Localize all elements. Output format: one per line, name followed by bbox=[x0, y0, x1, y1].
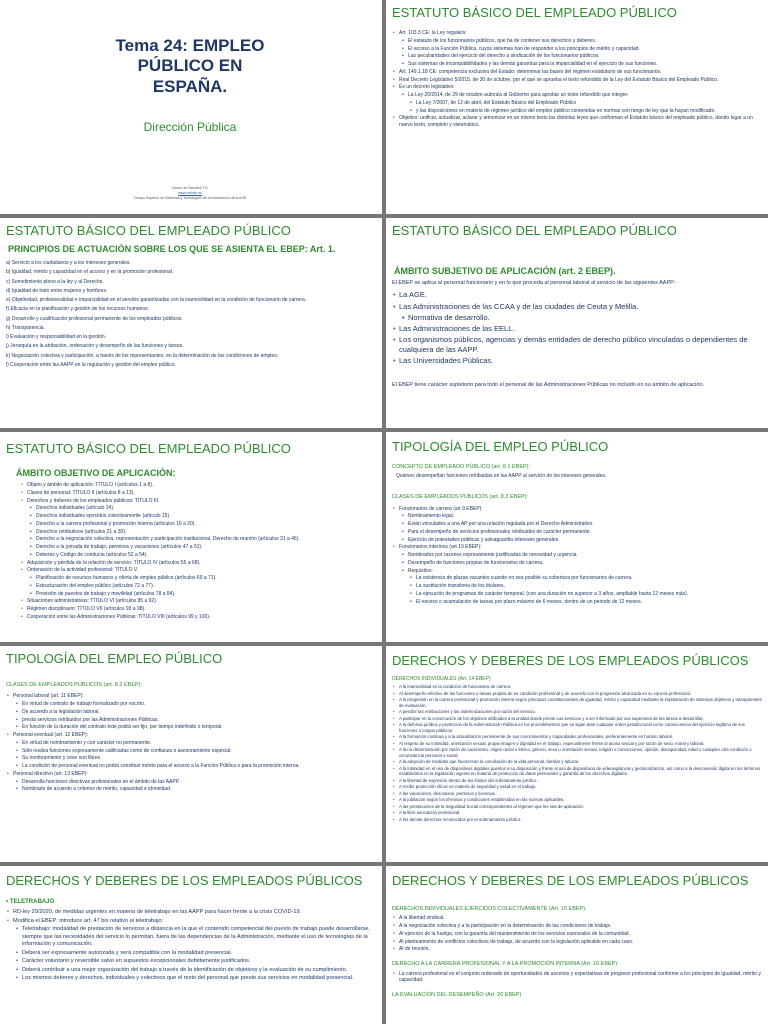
list-item: • A la adopción de medidas que favorezcan la conciliación de la vida personal, familiar y laboral. bbox=[392, 759, 762, 765]
list-item: • Planificación de recursos humanos y oferta de empleo público (artículos 69 a 71). bbox=[20, 575, 376, 582]
section-heading-text: TELETRABAJO bbox=[9, 899, 55, 905]
list-item: • Derechos y deberes de los empleados públicos: TÍTULO III. bbox=[20, 498, 376, 505]
slide-title: TIPOLOGÍA DEL EMPLEO PÚBLICO bbox=[6, 651, 223, 666]
list-item: • y las disposiciones en materia de régimen jurídico del empleo público contenidas en normas con rango de ley que la hayan modificado. bbox=[392, 108, 762, 115]
cover-title-line: ESPAÑA. bbox=[152, 76, 228, 96]
list-item: • De acuerdo a la legislación laboral. bbox=[6, 709, 376, 716]
principle-item: k) Negociación colectiva y participación, a través de los representantes, en la determinación de las condiciones de empleo. bbox=[6, 352, 279, 359]
list-item: • Adquisición y pérdida de la relación de servicio: TÍTULO IV (artículos 55 a 68). bbox=[20, 560, 376, 567]
list-item: • A la negociación colectiva y a la participación en la determinación de las condiciones de trabajo. bbox=[392, 923, 762, 930]
list-item: • El exceso o acumulación de tareas por plazo máximo de 6 meses, dentro de un periodo de 12 meses. bbox=[392, 599, 762, 606]
slide-title: DERECHOS Y DEBERES DE LOS EMPLEADOS PÚBLICOS bbox=[6, 873, 363, 888]
cover-subtitle: Dirección Pública bbox=[143, 120, 237, 134]
list-item: • A la intimidad en el uso de dispositivos digitales puestos a su disposición y frente al uso de dispositivos de videovigilancia y geolocalización, así como a la desconexión digital en los términos establecidos en la legislación vigente en materia de protección de datos personales y garantía de los derechos digitales. bbox=[392, 766, 762, 777]
list-item: • Las Administraciones de las EELL. bbox=[392, 324, 762, 334]
list-item: • Clases de personal: TÍTULO II (artículos 8 a 13). bbox=[20, 490, 376, 497]
list-item: • A recibir protección eficaz en materia de seguridad y salud en el trabajo. bbox=[392, 784, 762, 790]
slide-title: ESTATUTO BÁSICO DEL EMPLEADO PÚBLICO bbox=[6, 223, 291, 238]
slide-body bbox=[392, 906, 762, 1000]
list-item: • Cooperación entre las Administraciones Públicas: TÍTULO VIII (artículos 99 y 100). bbox=[20, 614, 376, 621]
section-heading: DERECHO A LA CARRERA PROFESIONAL Y A LA PROMOCIÓN INTERNA (Art. 16 EBEP): bbox=[392, 961, 619, 968]
outro-text: El EBEP tiene carácter supletorio para todo el personal de las Administraciones Públicas no incluido en su ámbito de aplicación. bbox=[392, 382, 705, 389]
slide-body bbox=[6, 682, 376, 794]
list-item: • Objetivo: unificar, actualizar, aclarar y armonizar en un mismo texto las distintas leyes que conforman el Estatuto básico del empleado público, dando lugar a un nuevo texto, completo y sistemático. bbox=[392, 115, 762, 129]
list-item: • La Ley 7/2007, de 12 de abril, del Estatuto Básico del Empleado Público bbox=[392, 100, 762, 107]
slide-body bbox=[392, 280, 762, 390]
slide-subtitle: ÁMBITO OBJETIVO DE APLICACIÓN: bbox=[16, 468, 176, 478]
slide-title: ESTATUTO BÁSICO DEL EMPLEADO PÚBLICO bbox=[6, 441, 291, 456]
bullet-list bbox=[392, 290, 762, 366]
list-item: • A la inamovilidad en la condición de funcionario de carrera. bbox=[392, 684, 762, 690]
slide-title: DERECHOS Y DEBERES DE LOS EMPLEADOS PÚBLICOS bbox=[392, 873, 749, 888]
list-item: • Funcionarios de carrera (art 9 EBEP): bbox=[392, 506, 762, 513]
section-heading: CLASES DE EMPLEADOS PÚBLICOS (art. 8.2 EBEP): bbox=[6, 682, 143, 688]
slide-individual-rights bbox=[386, 646, 768, 862]
list-item: • Los organismos públicos, agencias y demás entidades de derecho público vinculadas o dependientes de cualquiera de las AAPP. bbox=[392, 335, 762, 355]
slide-subtitle: PRINCIPIOS DE ACTUACIÓN SOBRE LOS QUE SE ASIENTA EL EBEP: Art. 1. bbox=[8, 244, 336, 254]
list-item: • Deberá contribuir a una mejor organización del trabajo a través de la identificación de objetivos y la evaluación de su cumplimiento. bbox=[6, 967, 376, 975]
list-item: • En virtud de contrato de trabajo formalizado por escrito. bbox=[6, 701, 376, 708]
list-item: • Ejercicio de potestades públicas y salvaguardia intereses generales. bbox=[392, 537, 762, 544]
list-item: • Régimen disciplinario: TÍTULO VII (artículos 93 a 98). bbox=[20, 606, 376, 613]
list-item: • Los mismos deberes y derechos, individuales y colectivos que el resto del personal que preste sus servicios en modalidad presencial. bbox=[6, 975, 376, 983]
slide-collective-rights bbox=[386, 866, 768, 1024]
list-item: • Las Administraciones de las CCAA y de las ciudades de Ceuta y Melilla. bbox=[392, 302, 762, 312]
list-item: • A percibir las retribuciones y las indemnizaciones por razón del servicio. bbox=[392, 709, 762, 715]
section-heading: CONCEPTO DE EMPLEADO PÚBLICO (art. 8.1 EBEP): bbox=[392, 464, 531, 470]
cover-title-line: PÚBLICO EN bbox=[137, 56, 243, 76]
principle-item: j) Jerarquía en la atribución, ordenación y desempeño de las funciones y tareas. bbox=[6, 343, 184, 350]
list-item: • presta servicios retribuidos por las Administraciones Públicas. bbox=[6, 717, 376, 724]
list-item: • Funcionarios interinos (art 10 EBEP): bbox=[392, 544, 762, 551]
list-item: • La ejecución de programas de carácter temporal, (con una duración no superior a 3 años, ampliable hasta 12 meses más). bbox=[392, 591, 762, 598]
principle-item: c) Sometimiento pleno a la ley y al Derecho. bbox=[6, 278, 104, 285]
concept-text: Quienes desempeñan funciones retribuidas en las AAPP al servicio de los intereses generales. bbox=[396, 473, 607, 480]
cover-title bbox=[40, 36, 340, 97]
list-item: • Derecho a la negociación colectiva, representación y participación institucional. Derecho de reunión (artículos 31 a 46). bbox=[20, 536, 376, 543]
list-item: • Personal eventual (art. 12 EBEP): bbox=[6, 732, 376, 739]
list-item: • Al respeto de su intimidad, orientación sexual, propia imagen y dignidad en el trabajo, especialmente frente al acoso sexual y por razón de sexo, moral y laboral. bbox=[392, 741, 762, 747]
principle-item: g) Desarrollo y cualificación profesional permanente de los empleados públicos. bbox=[6, 315, 183, 322]
slide-ebep-intro bbox=[386, 0, 768, 214]
bullet-list bbox=[20, 482, 376, 621]
list-item: • RD-ley 29/2020, de medidas urgentes en materia de teletrabajo en las AAPP para hacer frente a la crisis COVID-19. bbox=[6, 909, 376, 917]
list-item: • Provisión de puestos de trabajo y movilidad (artículos 78 a 84). bbox=[20, 591, 376, 598]
slide-principles bbox=[0, 218, 382, 428]
list-item: • Están vinculados a una AP por una relación regulada por el Derecho Administrativo. bbox=[392, 521, 762, 528]
list-item: • Estructuración del empleo público (artículos 72 a 77). bbox=[20, 583, 376, 590]
list-item: • A las vacaciones, descansos, permisos y licencias. bbox=[392, 791, 762, 797]
slide-objective-scope bbox=[0, 432, 382, 642]
bullet-list bbox=[392, 971, 762, 985]
slide-body bbox=[392, 30, 762, 130]
section-heading: LA EVALUACIÓN DEL DESEMPEÑO (Art. 20 EBEP). bbox=[392, 992, 523, 999]
list-item: • A la formación continua y a la actualización permanente de sus conocimientos y capacidades profesionales, preferentemente en horario laboral. bbox=[392, 734, 762, 740]
list-item: • Sólo realiza funciones expresamente calificadas como de confianza o asesoramiento especial. bbox=[6, 748, 376, 755]
list-item: • Real Decreto Legislativo 5/2015, de 30 de octubre, por el que se aprueba el texto refundido de la Ley del Estatuto Básico del Empleado Público. bbox=[392, 77, 762, 84]
slide-title: ESTATUTO BÁSICO DEL EMPLEADO PÚBLICO bbox=[392, 223, 677, 238]
slide-cover bbox=[0, 0, 382, 214]
slide-body bbox=[20, 482, 376, 622]
list-item: • Personal directivo (art. 13 EBEP): bbox=[6, 771, 376, 778]
list-item: • Desempeño de funciones propias de funcionarios de carrera. bbox=[392, 560, 762, 567]
list-item: • Al desempeño efectivo de las funciones o tareas propias de su condición profesional y de acuerdo con la progresión alcanzada en su carrera profesional. bbox=[392, 691, 762, 697]
list-item: • Nombramiento legal. bbox=[392, 513, 762, 520]
list-item: • Desarrolla funciones directivas profesionales en el ámbito de las AAPP. bbox=[6, 779, 376, 786]
list-item: • Normativa de desarrollo. bbox=[392, 313, 762, 323]
list-item: • A la libertad sindical. bbox=[392, 915, 762, 922]
list-item: • Teletrabajo: modalidad de prestación de servicios a distancia en la que el contenido competencial del puesto de trabajo puede desarrollarse, siempre que las necesidades del servicio lo permitan, fuera de las dependencias de la Administración, mediante el uso de tecnologías de la información y comunicación. bbox=[6, 926, 376, 949]
slide-title: ESTATUTO BÁSICO DEL EMPLEADO PÚBLICO bbox=[392, 5, 677, 20]
list-item: • Art. 149.1.18 CE: competencia exclusiva del Estado: determinar las bases del régimen estatutario de sus funcionarios. bbox=[392, 69, 762, 76]
list-item: • A la libertad de expresión dentro de los límites del ordenamiento jurídico. bbox=[392, 778, 762, 784]
list-item: • Art. 103.3 CE: la Ley regulará: bbox=[392, 30, 762, 37]
section-heading: DERECHOS INDIVIDUALES EJERCIDOS COLECTIVAMENTE (Art. 15 EBEP). bbox=[392, 906, 587, 912]
footer-line: Centro de Estudios TIC bbox=[171, 186, 209, 190]
footer-line: Cuerpo Superior de Sistemas y Tecnologías de la Información de la AGE bbox=[133, 195, 247, 200]
list-item: • Deberá ser expresamente autorizada y será compatible con la modalidad presencial. bbox=[6, 950, 376, 958]
list-item: • El estatuto de los funcionarios públicos, que ha de contener sus derechos y deberes. bbox=[392, 38, 762, 45]
list-item: • Objeto y ámbito de aplicación: TÍTULO I (artículos 1 a 8). bbox=[20, 482, 376, 489]
list-item: • Deberes y Código de conducta (artículos 52 a 54). bbox=[20, 552, 376, 559]
list-item: • En virtud de nombramiento y con carácter no permanente. bbox=[6, 740, 376, 747]
principle-item: a) Servicio a los ciudadanos y a los intereses generales. bbox=[6, 260, 131, 266]
list-item: • Las peculiaridades del ejercicio del derecho a sindicación de los funcionarios públicos. bbox=[392, 53, 762, 60]
list-item: • Nombrado de acuerdo a criterios de mérito, capacidad e idoneidad. bbox=[6, 786, 376, 793]
principle-item: d) Igualdad de trato entre mujeres y hombres. bbox=[6, 287, 108, 294]
list-item: • La sustitución transitoria de los titulares. bbox=[392, 583, 762, 590]
list-item: • Carácter voluntario y reversible salvo en supuestos excepcionales debidamente justificados. bbox=[6, 958, 376, 966]
list-item: • Las Universidades Públicas. bbox=[392, 356, 762, 366]
slide-title: DERECHOS Y DEBERES DE LOS EMPLEADOS PÚBLICOS bbox=[392, 653, 749, 668]
slide-subtitle: ÁMBITO SUBJETIVO DE APLICACIÓN (art. 2 EBEP). bbox=[394, 266, 616, 276]
principle-item: h) Transparencia. bbox=[6, 324, 45, 331]
list-item: • La carrera profesional es el conjunto ordenado de oportunidades de ascenso y expectativas de progreso profesional conforme a los principios de igualdad, mérito y capacidad. bbox=[392, 971, 762, 985]
list-item: • La existencia de plazas vacantes cuando no sea posible su cobertura por funcionarios de carrera. bbox=[392, 575, 762, 582]
cover-title-line: Tema 24: EMPLEO bbox=[115, 36, 265, 55]
list-item: • La Ley 20/2014, de 29 de octubre autoriza al Gobierno para aprobar un texto refundido que integre: bbox=[392, 92, 762, 99]
section-heading: • TELETRABAJO bbox=[6, 899, 55, 905]
list-item: • Personal laboral (art. 11 EBEP): bbox=[6, 693, 376, 700]
list-item: • A la no discriminación por razón de nacimiento, origen racial o étnico, género, sexo u orientación sexual, religión o convicciones, opinión, discapacidad, edad o cualquier otra condición o circunstancia personal o social. bbox=[392, 747, 762, 758]
list-item: • Al planteamiento de conflictos colectivos de trabajo, de acuerdo con la legislación aplicable en cada caso. bbox=[392, 939, 762, 946]
bullet-list bbox=[392, 506, 762, 606]
slide-typology-1 bbox=[386, 432, 768, 642]
list-item: • Para el desempeño de servicios profesionales retribuidos de carácter permanente. bbox=[392, 529, 762, 536]
list-item: • La condición de personal eventual no podrá constituir mérito para el acceso a la Función Pública o para la promoción interna. bbox=[6, 763, 376, 770]
list-item: • Situaciones administrativas: TÍTULO VI (artículos 85 a 92). bbox=[20, 598, 376, 605]
list-item: • A la libre asociación profesional. bbox=[392, 810, 762, 816]
slide-telework bbox=[0, 866, 382, 1024]
slide-body bbox=[392, 464, 762, 606]
slide-body bbox=[6, 260, 376, 371]
list-item: • La AGE. bbox=[392, 290, 762, 300]
bullet-list bbox=[392, 684, 762, 822]
list-item: • Al de reunión. bbox=[392, 946, 762, 953]
list-item: • A los demás derechos reconocidos por el ordenamiento jurídico. bbox=[392, 817, 762, 823]
bullet-list bbox=[392, 30, 762, 129]
slide-body bbox=[392, 676, 762, 823]
list-item: • Derecho a la carrera profesional y promoción interna (artículos 16 a 20). bbox=[20, 521, 376, 528]
bullet-list bbox=[392, 915, 762, 953]
list-item: • A la defensa jurídica y protección de la Administración Pública en los procedimientos que se sigan ante cualquier orden jurisdiccional como consecuencia del ejercicio legítimo de sus funciones o cargos públicos. bbox=[392, 722, 762, 733]
list-item: • En función de la duración del contrato éste podrá ser fijo, por tiempo indefinido o temporal. bbox=[6, 724, 376, 731]
principle-item: e) Objetividad, profesionalidad e imparcialidad en el servicio garantizadas con la inamovilidad en la condición de funcionario de carrera. bbox=[6, 297, 307, 303]
list-item: • A participar en la consecución de los objetivos atribuidos a la unidad donde preste sus servicios y a ser informado por sus superiores de las tareas a desarrollar. bbox=[392, 716, 762, 722]
slide-typology-2 bbox=[0, 646, 382, 862]
principle-item: l) Cooperación entre las AAPP en la regulación y gestión del empleo público. bbox=[6, 361, 177, 368]
list-item: • Derechos individuales (artículo 14). bbox=[20, 505, 376, 512]
slide-body bbox=[6, 898, 376, 984]
list-item: • A la jubilación según los términos y condiciones establecidas en las normas aplicables. bbox=[392, 797, 762, 803]
principle-item: i) Evaluación y responsabilidad en la gestión. bbox=[6, 334, 107, 340]
list-item: • Ordenación de la actividad profesional: TÍTULO V. bbox=[20, 567, 376, 574]
principle-item: b) Igualdad, mérito y capacidad en el acceso y en la promoción profesional. bbox=[6, 269, 174, 276]
principle-item: f) Eficacia en la planificación y gestión de los recursos humanos. bbox=[6, 306, 150, 313]
list-item: • A la progresión en la carrera profesional y promoción interna según principios constitucionales de igualdad, mérito y capacidad mediante la implantación de sistemas objetivos y transparentes de evaluación. bbox=[392, 697, 762, 708]
list-item: • A las prestaciones de la Seguridad Social correspondientes al régimen que les sea de aplicación. bbox=[392, 804, 762, 810]
slide-title: TIPOLOGÍA DEL EMPLEO PÚBLICO bbox=[392, 439, 609, 454]
list-item: • Modifica el EBEP: introduce art. 47 bis relativo al teletrabajo: bbox=[6, 918, 376, 926]
list-item: • Su nombramiento y cese son libres. bbox=[6, 755, 376, 762]
list-item: • Requisitos: bbox=[392, 568, 762, 575]
intro-text: El EBEP se aplica al personal funcionario y en lo que proceda al personal laboral al servicio de las siguientes AAPP: bbox=[392, 280, 676, 286]
list-item: • Nombrados por razones expresamente justificadas de necesidad y urgencia. bbox=[392, 552, 762, 559]
footer-link[interactable]: www.cetictic.es bbox=[178, 190, 202, 195]
list-item: • Sus sistemas de incompatibilidades y las demás garantías para la imparcialidad en el ejercicio de sus funciones. bbox=[392, 61, 762, 68]
list-item: • Derecho a la jornada de trabajo, permisos y vacaciones (artículos 47 a 51). bbox=[20, 544, 376, 551]
list-item: • Derechos individuales ejercidos colectivamente (artículo 15). bbox=[20, 513, 376, 520]
principles-list bbox=[6, 260, 376, 369]
list-item: • Derechos retributivos (artículos 21 a 30). bbox=[20, 529, 376, 536]
list-item: • El acceso a la Función Pública, cuyos sistemas han de responder a los principios de mérito y capacidad. bbox=[392, 46, 762, 53]
section-heading: CLASES DE EMPLEADOS PÚBLICOS (art. 8.2 EBEP): bbox=[392, 494, 529, 501]
list-item: • Al ejercicio de la huelga, con la garantía del mantenimiento de los servicios esenciales de la comunidad. bbox=[392, 931, 762, 938]
bullet-list bbox=[6, 909, 376, 983]
bullet-list bbox=[6, 693, 376, 793]
list-item: • Es un decreto legislativo: bbox=[392, 84, 762, 91]
section-heading: DERECHOS INDIVIDUALES (Art. 14 EBEP) bbox=[392, 676, 491, 682]
slide-subjective-scope bbox=[386, 218, 768, 428]
cover-footer bbox=[80, 186, 300, 201]
